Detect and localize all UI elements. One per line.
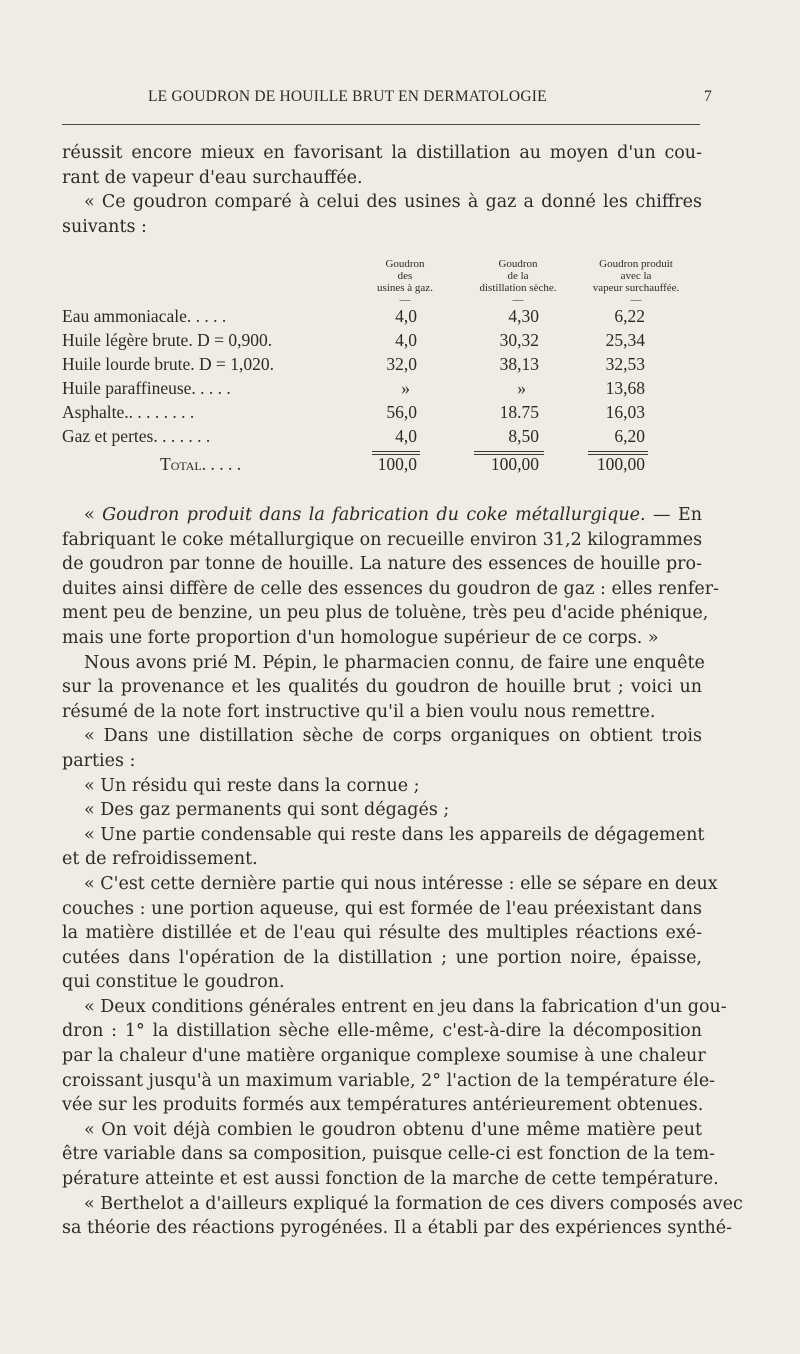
- text-line: « On voit déjà combien le goudron obtenu d'une même matière peut: [84, 1119, 702, 1140]
- row-label: Huile légère brute. D = 0,900.: [62, 330, 273, 350]
- text-line: « Goudron produit dans la fabrication du coke métallurgique. — En: [84, 505, 702, 525]
- total-cell: 100,0: [377, 454, 417, 474]
- text-line: Nous avons prié M. Pépin, le pharmacien connu, de faire une enquête: [84, 652, 705, 673]
- text-line: « Dans une distillation sèche de corps organiques on obtient trois: [84, 726, 702, 747]
- header-rule: [62, 124, 700, 125]
- table-cell: 4,0: [395, 306, 417, 326]
- text-line: « Un résidu qui reste dans la cornue ;: [84, 775, 420, 796]
- running-head-title: LE GOUDRON DE HOUILLE BRUT EN DERMATOLOGIE: [148, 88, 547, 105]
- text-line: réussit encore mieux en favorisant la distillation au moyen d'un cou-: [62, 143, 702, 163]
- text-line: duites ainsi diffère de celle des essences du goudron de gaz : elles renfer-: [62, 578, 719, 599]
- text-line: « C'est cette dernière partie qui nous intéresse : elle se sépare en deux: [84, 873, 718, 894]
- text-line: vée sur les produits formés aux températures antérieurement obtenues.: [62, 1095, 704, 1116]
- text-line: de goudron par tonne de houille. La nature des essences de houille pro-: [62, 554, 702, 575]
- text-line: « Des gaz permanents qui sont dégagés ;: [84, 800, 450, 821]
- column-dash: —: [512, 294, 524, 306]
- page-number: 7: [704, 88, 712, 105]
- row-label: Huile paraffineuse. . . . .: [62, 378, 231, 398]
- table-cell: 32,53: [605, 354, 645, 374]
- row-label: Asphalte.. . . . . . . .: [62, 402, 195, 422]
- table-cell: »: [517, 378, 526, 398]
- text-line: sur la provenance et les qualités du goudron de houille brut ; voici un: [62, 677, 702, 698]
- table-cell: 4,30: [508, 306, 539, 326]
- table-cell: 38,13: [499, 354, 539, 374]
- table-cell: 4,0: [395, 330, 417, 350]
- table-cell: 4,0: [395, 426, 417, 446]
- text-line: rant de vapeur d'eau surchauffée.: [62, 167, 363, 188]
- table-cell: 30,32: [499, 330, 539, 350]
- text-line: la matière distillée et de l'eau qui résulte des multiples réactions exé-: [62, 923, 702, 944]
- table-cell: 25,34: [605, 330, 645, 350]
- column-dash: —: [630, 294, 642, 306]
- total-cell: 100,00: [596, 454, 645, 474]
- text-line: « Deux conditions générales entrent en jeu dans la fabrication d'un gou-: [84, 996, 727, 1017]
- table-cell: »: [401, 378, 410, 398]
- text-line: pérature atteinte et est aussi fonction de la marche de cette température.: [62, 1169, 719, 1190]
- table-cell: 13,68: [605, 378, 645, 398]
- total-cell: 100,00: [490, 454, 539, 474]
- text-line: couches : une portion aqueuse, qui est formée de l'eau préexistant dans: [62, 898, 702, 919]
- total-label: Total. . . . .: [160, 454, 242, 474]
- text-line: « Ce goudron comparé à celui des usines à gaz a donné les chiffres: [84, 192, 702, 213]
- table-cell: 6,20: [614, 426, 645, 446]
- row-label: Eau ammoniacale. . . . .: [62, 306, 227, 326]
- table-cell: 32,0: [386, 354, 417, 374]
- table-cell: 56,0: [386, 402, 417, 422]
- row-label: Gaz et pertes. . . . . . .: [62, 426, 211, 446]
- column-header: Goudron produit avec la vapeur surchauffée.: [592, 258, 680, 294]
- table-cell: 8,50: [508, 426, 539, 446]
- text-line: mais une forte proportion d'un homologue supérieur de ce corps. »: [62, 627, 659, 648]
- text-line: ment peu de benzine, un peu plus de toluène, très peu d'acide phénique,: [62, 603, 709, 624]
- body-text: [62, 503, 743, 1241]
- section-heading: Goudron produit dans la fabrication du coke métallurgique.: [102, 505, 646, 525]
- column-dash: —: [399, 294, 411, 306]
- intro-paragraph: [62, 141, 702, 239]
- column-header: Goudron de la distillation sèche.: [479, 258, 557, 294]
- text-line: « Berthelot a d'ailleurs expliqué la formation de ces divers composés avec: [84, 1193, 743, 1214]
- column-header: Goudron des usines à gaz.: [377, 258, 433, 294]
- sum-rule: [588, 451, 648, 452]
- sum-rule: [372, 451, 420, 452]
- text-line: résumé de la note fort instructive qu'il a bien voulu nous remettre.: [62, 701, 656, 722]
- table-cell: 16,03: [605, 402, 645, 422]
- table-cell: 18.75: [499, 402, 539, 422]
- text-line: fabriquant le coke métallurgique on recueille environ 31,2 kilogrammes: [62, 529, 703, 550]
- text-line: par la chaleur d'une matière organique complexe soumise à une chaleur: [62, 1046, 706, 1067]
- text-line: cutées dans l'opération de la distillation ; une portion noire, épaisse,: [62, 947, 702, 968]
- text-line: croissant jusqu'à un maximum variable, 2° l'action de la température éle-: [62, 1070, 716, 1091]
- table-cell: 6,22: [614, 306, 645, 326]
- text-line: être variable dans sa composition, puisque celle-ci est fonction de la tem-: [62, 1144, 715, 1165]
- text-line: suivants :: [62, 216, 147, 237]
- text-line: dron : 1° la distillation sèche elle-même, c'est-à-dire la décomposition: [62, 1021, 702, 1042]
- text-line: « Une partie condensable qui reste dans les appareils de dégagement: [84, 824, 705, 845]
- text-line: sa théorie des réactions pyrogénées. Il a établi par des expériences synthé-: [62, 1218, 733, 1239]
- text-line: parties :: [62, 750, 136, 771]
- text-line: et de refroidissement.: [62, 849, 258, 870]
- sum-rule: [474, 451, 544, 452]
- text-line: qui constitue le goudron.: [62, 972, 285, 993]
- row-label: Huile lourde brute. D = 1,020.: [62, 354, 275, 374]
